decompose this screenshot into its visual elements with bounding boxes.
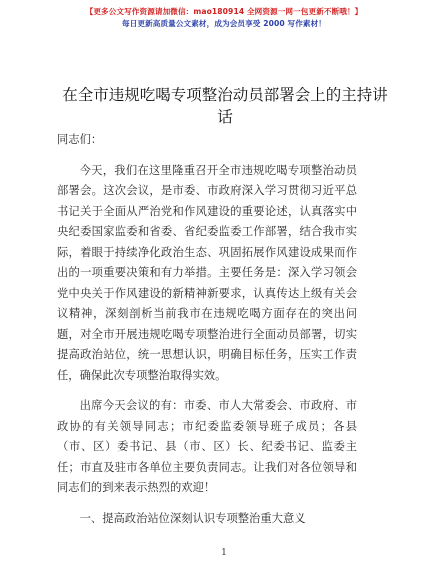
promo-banner: [0, 6, 448, 30]
page-number: 1: [221, 548, 227, 558]
paragraph-attendees: 出席今天会议的有：市委、市人大常委会、市政府、市政协的有关领导同志；市纪委监委领导班子成员；各县（市、区）委书记、县（市、区）长、纪委书记、监委主任；市直及驻市各单位主要负责同志。让我们对各位领导和同志们的到来表示热烈的欢迎！: [57, 399, 357, 494]
salutation: 同志们：: [57, 133, 103, 146]
document-title: 在全市违规吃喝专项整治动员部署会上的主持讲话: [62, 86, 388, 126]
section-heading: 一、提高政治站位深刻认识专项整治重大意义: [79, 511, 306, 525]
promo-line-2: 每日更新高质量公文素材，成为会员享受 2000 写作素材！: [122, 19, 326, 28]
paragraph-opening: 今天，我们在这里隆重召开全市违规吃喝专项整治动员部署会。这次会议，是市委、市政府深入学习贯彻习近平总书记关于全面从严治党和作风建设的重要论述，认真落实中央纪委国家监委和省委、省纪委监委工作部署，结合我市实际，着眼于持续净化政治生态、巩固拓展作风建设成果而作出的一项重要决策和有力举措。主要任务是：深入学习领会党中央关于作风建设的新精神新要求，认真传达上级有关会议精神，深刻剖析当前我市在违规吃喝方面存在的突出问题，对全市开展违规吃喝专项整治进行全面动员部署，切实提高政治站位，统一思想认识，明确目标任务，压实工作责任，确保此次专项整治取得实效。: [57, 163, 357, 382]
document-body: [57, 130, 357, 529]
promo-line-1: 【更多公文写作资源请加微信：mao180914 全网资源一网一包更新不断哦！】: [85, 7, 363, 16]
